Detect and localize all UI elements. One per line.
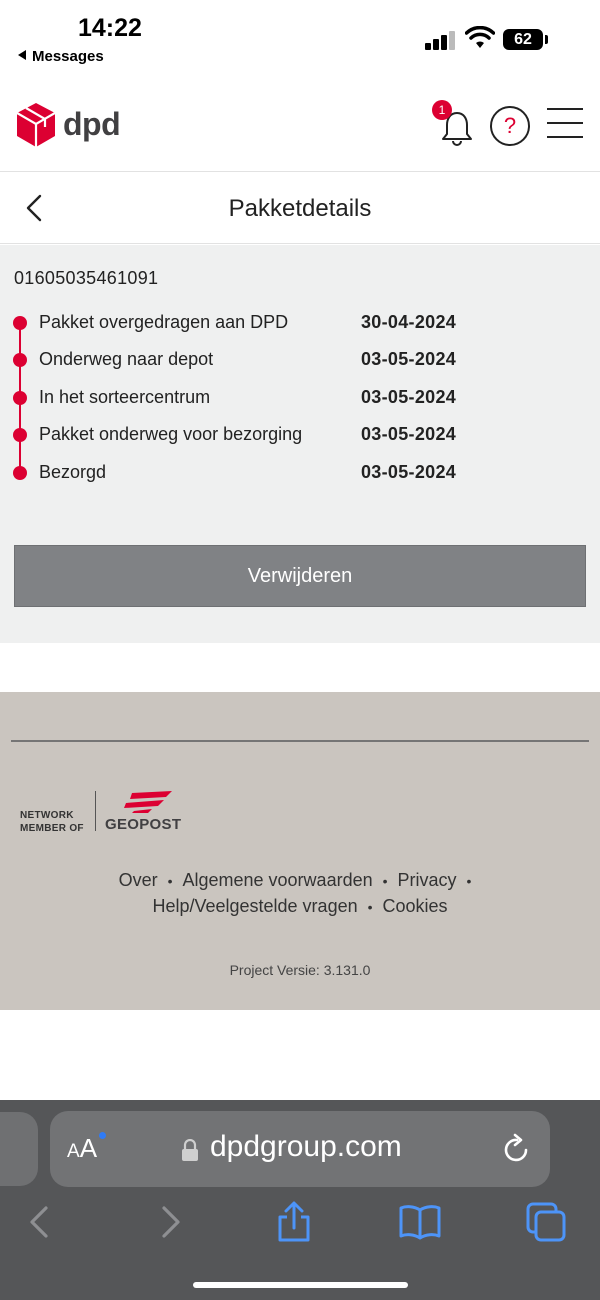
url-text[interactable]: dpdgroup.com bbox=[210, 1130, 402, 1163]
reader-aa-button[interactable] bbox=[67, 1133, 97, 1164]
timeline-dot bbox=[13, 466, 27, 480]
event-date: 03-05-2024 bbox=[361, 462, 457, 482]
event-label: Onderweg naar depot bbox=[39, 349, 214, 369]
timeline-dot bbox=[13, 391, 27, 405]
network-line-2: MEMBER OF bbox=[20, 823, 84, 834]
event-date: 03-05-2024 bbox=[361, 349, 457, 369]
link-separator: • bbox=[367, 899, 373, 915]
page-title: Pakketdetails bbox=[228, 195, 372, 222]
delete-button[interactable]: Verwijderen bbox=[14, 545, 586, 607]
title-bar bbox=[0, 173, 600, 244]
event-date: 03-05-2024 bbox=[361, 387, 457, 407]
share-icon[interactable] bbox=[272, 1200, 316, 1244]
event-date: 03-05-2024 bbox=[361, 424, 457, 444]
status-time: 14:22 bbox=[78, 14, 142, 42]
dpd-cube-logo-icon[interactable] bbox=[17, 103, 55, 147]
home-indicator[interactable] bbox=[193, 1282, 408, 1288]
project-version: Project Versie: 3.131.0 bbox=[229, 962, 371, 978]
lock-icon bbox=[181, 1139, 199, 1161]
link-terms[interactable]: Algemene voorwaarden bbox=[182, 870, 373, 890]
bookmarks-icon[interactable] bbox=[398, 1200, 442, 1244]
hamburger-menu-icon[interactable] bbox=[547, 108, 583, 138]
link-separator: • bbox=[167, 873, 173, 889]
app-header bbox=[0, 80, 600, 172]
back-triangle-icon bbox=[18, 50, 26, 60]
aa-large: A bbox=[79, 1133, 98, 1163]
cellular-signal-icon bbox=[425, 30, 457, 50]
help-button[interactable]: ? bbox=[490, 106, 530, 146]
timeline-event bbox=[0, 383, 600, 413]
footer-links-row-1 bbox=[0, 868, 600, 894]
dpd-logo-text[interactable]: dpd bbox=[63, 106, 121, 142]
battery-tip bbox=[545, 35, 548, 44]
geopost-logo-text: GEOPOST bbox=[105, 816, 182, 833]
parcel-details bbox=[0, 245, 600, 643]
reload-icon[interactable] bbox=[502, 1133, 532, 1165]
geopost-divider bbox=[95, 791, 96, 831]
timeline-event bbox=[0, 458, 600, 488]
back-app-label: Messages bbox=[32, 48, 104, 65]
link-over[interactable]: Over bbox=[118, 870, 158, 890]
wifi-icon bbox=[465, 26, 495, 50]
footer bbox=[0, 692, 600, 1010]
timeline-event bbox=[0, 420, 600, 450]
event-label: In het sorteercentrum bbox=[39, 387, 211, 407]
notification-badge: 1 bbox=[432, 100, 452, 120]
timeline-dot bbox=[13, 316, 27, 330]
link-separator: • bbox=[466, 873, 472, 889]
link-privacy[interactable]: Privacy bbox=[397, 870, 457, 890]
event-date: 30-04-2024 bbox=[361, 312, 457, 332]
address-bar[interactable] bbox=[50, 1111, 550, 1187]
network-line-1: NETWORK bbox=[20, 810, 74, 821]
link-help-faq[interactable]: Help/Veelgestelde vragen bbox=[152, 896, 358, 916]
browser-forward-icon[interactable] bbox=[148, 1200, 192, 1244]
event-label: Pakket onderweg voor bezorging bbox=[39, 424, 303, 444]
event-label: Bezorgd bbox=[39, 462, 107, 482]
aa-small: A bbox=[67, 1141, 80, 1162]
status-bar bbox=[0, 0, 600, 80]
battery-indicator: 62 bbox=[503, 29, 543, 50]
browser-back-icon[interactable] bbox=[18, 1200, 62, 1244]
tabs-icon[interactable] bbox=[524, 1200, 568, 1244]
back-to-messages[interactable] bbox=[18, 48, 104, 65]
timeline-event bbox=[0, 345, 600, 375]
event-label: Pakket overgedragen aan DPD bbox=[39, 312, 289, 332]
footer-divider bbox=[11, 740, 589, 742]
browser-toolbar bbox=[0, 1100, 600, 1300]
footer-links-row-2 bbox=[0, 894, 600, 920]
parcel-number: 01605035461091 bbox=[14, 268, 159, 288]
timeline-dot bbox=[13, 353, 27, 367]
timeline-dot bbox=[13, 428, 27, 442]
network-member-text bbox=[20, 809, 84, 835]
extension-dot bbox=[99, 1132, 106, 1139]
link-cookies[interactable]: Cookies bbox=[382, 896, 448, 916]
timeline-event bbox=[0, 308, 600, 338]
footer-links bbox=[0, 868, 600, 920]
link-separator: • bbox=[382, 873, 388, 889]
geopost-wing-icon bbox=[122, 789, 174, 813]
previous-tab-preview[interactable] bbox=[0, 1112, 38, 1186]
